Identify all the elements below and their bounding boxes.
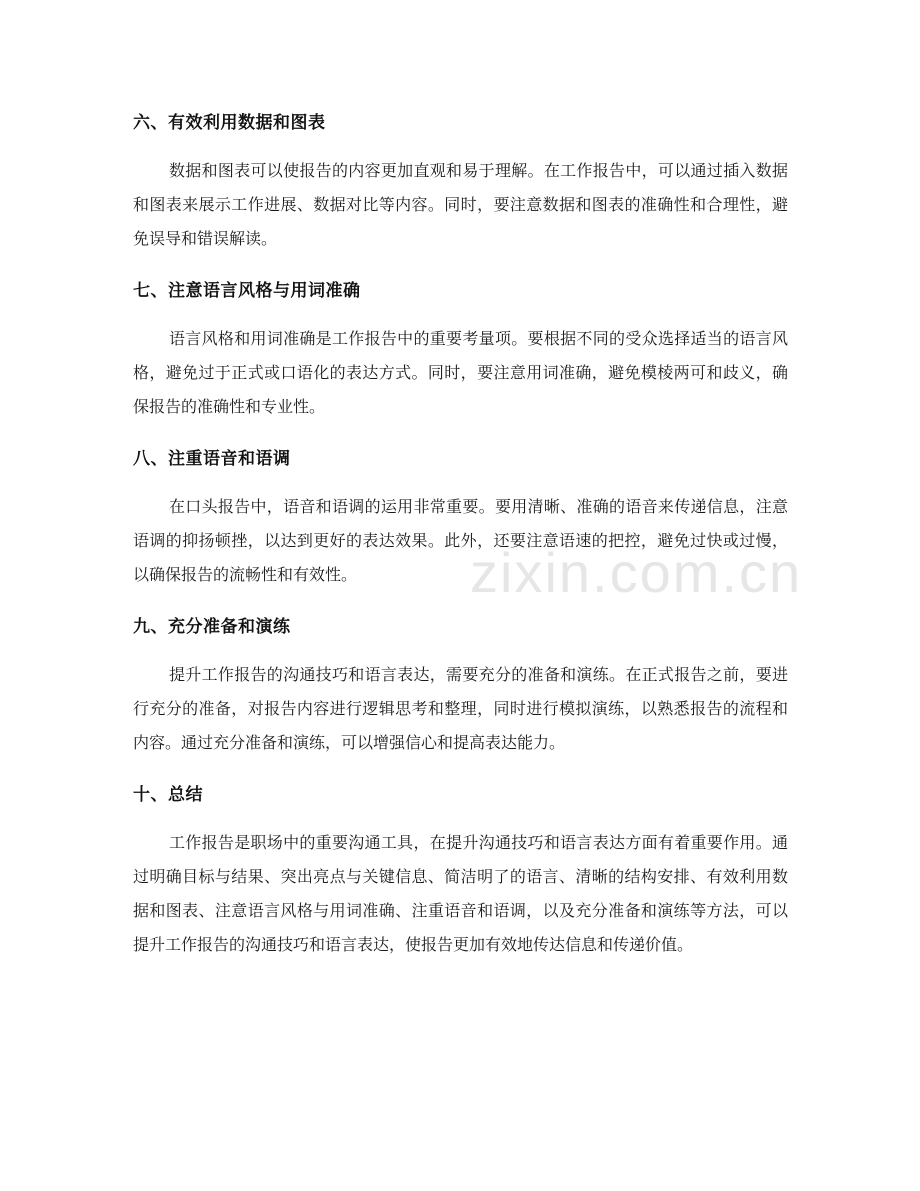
section-paragraph: 语言风格和用词准确是工作报告中的重要考量项。要根据不同的受众选择适当的语言风格，避免过于正式或口语化的表达方式。同时，要注意用词准确，避免模棱两可和歧义，确保报告的准确性和专业性。 [133, 329, 788, 416]
section-paragraph: 提升工作报告的沟通技巧和语言表达，需要充分的准备和演练。在正式报告之前，要进行充分的准备，对报告内容进行逻辑思考和整理，同时进行模拟演练，以熟悉报告的流程和内容。通过充分准备和演练，可以增强信心和提高表达能力。 [133, 665, 788, 752]
section-heading: 十、总结 [133, 785, 203, 805]
section-paragraph: 在口头报告中，语音和语调的运用非常重要。要用清晰、准确的语音来传递信息，注意语调的抑扬顿挫，以达到更好的表达效果。此外，还要注意语速的把控，避免过快或过慢，以确保报告的流畅性和有效性。 [133, 497, 788, 584]
section-seven [133, 274, 788, 424]
document-content [133, 106, 788, 980]
section-eight [133, 442, 788, 592]
watermark: zixin.com.cn [470, 541, 803, 604]
section-ten [133, 778, 788, 962]
section-heading: 六、有效利用数据和图表 [133, 113, 326, 133]
section-paragraph: 数据和图表可以使报告的内容更加直观和易于理解。在工作报告中，可以通过插入数据和图表来展示工作进展、数据对比等内容。同时，要注意数据和图表的准确性和合理性，避免误导和错误解读。 [133, 161, 788, 248]
section-paragraph: 工作报告是职场中的重要沟通工具，在提升沟通技巧和语言表达方面有着重要作用。通过明确目标与结果、突出亮点与关键信息、简洁明了的语言、清晰的结构安排、有效利用数据和图表、注意语言风格与用词准确、注重语音和语调，以及充分准备和演练等方法，可以提升工作报告的沟通技巧和语言表达，使报告更加有效地传达信息和传递价值。 [133, 833, 788, 954]
section-heading: 九、充分准备和演练 [133, 617, 291, 637]
section-heading: 八、注重语音和语调 [133, 449, 291, 469]
section-heading: 七、注意语言风格与用词准确 [133, 281, 361, 301]
section-nine [133, 610, 788, 760]
section-six [133, 106, 788, 256]
